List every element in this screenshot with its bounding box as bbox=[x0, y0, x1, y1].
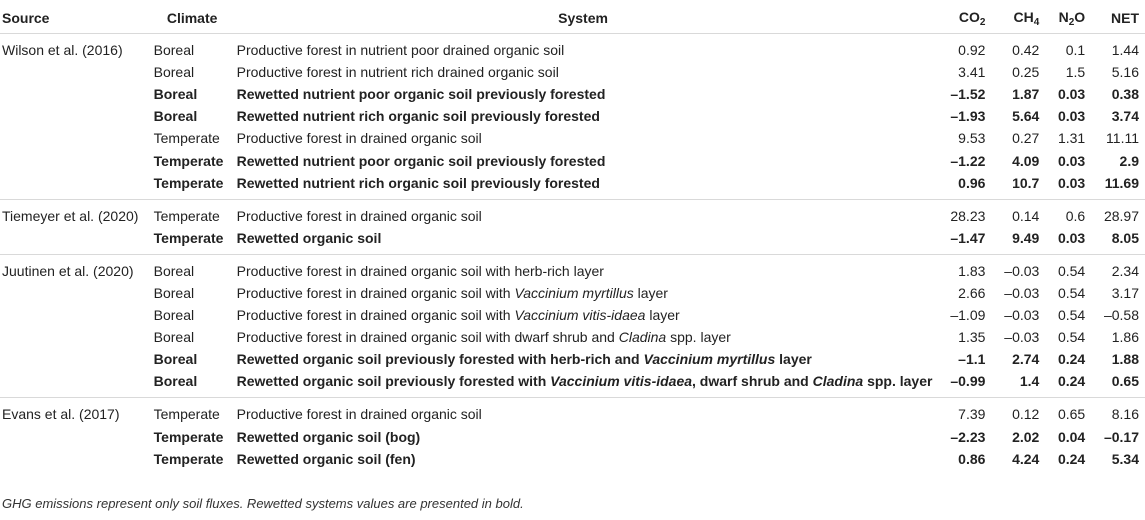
system-cell bbox=[234, 326, 933, 348]
system-text: Rewetted organic soil (fen) bbox=[236, 450, 416, 467]
species-name: Cladina bbox=[812, 373, 864, 390]
net-value: 0.38 bbox=[1111, 86, 1139, 103]
net-value: 28.97 bbox=[1103, 207, 1139, 224]
climate-cell: Temperate bbox=[153, 152, 224, 169]
ch4-value: 0.14 bbox=[1012, 207, 1040, 224]
source-cell bbox=[0, 326, 151, 348]
system-cell bbox=[234, 227, 933, 255]
header-n2o-tail: O bbox=[1074, 8, 1086, 25]
table-row bbox=[0, 83, 1145, 105]
n2o-value: 0.24 bbox=[1049, 370, 1095, 398]
ch4-value: 9.49 bbox=[997, 227, 1049, 255]
table-row bbox=[0, 370, 1145, 398]
system-text: Productive forest in drained organic soil bbox=[236, 406, 482, 423]
ch4-value: 0.27 bbox=[1012, 130, 1040, 147]
source-cell: Tiemeyer et al. (2020) bbox=[2, 207, 139, 224]
n2o-value: 0.54 bbox=[1057, 329, 1086, 346]
source-cell bbox=[0, 282, 151, 304]
header-source: Source bbox=[2, 10, 50, 26]
header-net: NET bbox=[1111, 10, 1139, 26]
climate-cell: Boreal bbox=[153, 42, 195, 59]
climate-cell: Temperate bbox=[153, 428, 224, 445]
co2-value: 0.92 bbox=[958, 42, 986, 59]
system-cell bbox=[234, 304, 933, 326]
system-cell bbox=[234, 105, 933, 127]
table-row bbox=[0, 448, 1145, 475]
climate-cell: Boreal bbox=[153, 307, 195, 324]
co2-value: 2.66 bbox=[958, 284, 986, 301]
source-cell: Evans et al. (2017) bbox=[2, 406, 120, 423]
ch4-value: 1.87 bbox=[1012, 86, 1040, 103]
system-text: Productive forest in drained organic soil with dwarf shrub and bbox=[236, 329, 619, 346]
header-system: System bbox=[558, 10, 608, 26]
system-text: Rewetted nutrient poor organic soil previously forested bbox=[236, 86, 606, 103]
n2o-value: 0.54 bbox=[1057, 284, 1086, 301]
source-cell bbox=[0, 348, 151, 370]
ch4-value: 2.02 bbox=[1012, 428, 1040, 445]
table-row bbox=[0, 127, 1145, 149]
ch4-value: 4.09 bbox=[1012, 152, 1040, 169]
source-cell: Juutinen et al. (2020) bbox=[2, 262, 134, 279]
climate-cell: Temperate bbox=[153, 406, 220, 423]
system-cell bbox=[234, 282, 933, 304]
n2o-value: 0.6 bbox=[1065, 207, 1086, 224]
table-row bbox=[0, 199, 1145, 227]
n2o-value: 0.54 bbox=[1057, 307, 1086, 324]
system-cell bbox=[234, 172, 933, 200]
system-cell bbox=[234, 254, 933, 282]
header-ch4 bbox=[997, 3, 1049, 34]
climate-cell: Temperate bbox=[151, 172, 234, 200]
climate-cell: Temperate bbox=[153, 207, 220, 224]
header-ch4-sub: 4 bbox=[1033, 16, 1040, 28]
species-name: Vaccinium vitis-idaea bbox=[514, 307, 646, 324]
table-footnote: GHG emissions represent only soil fluxes. Rewetted systems values are presented in bold. bbox=[2, 496, 524, 511]
co2-value: –1.1 bbox=[958, 351, 986, 368]
system-cell bbox=[234, 348, 933, 370]
system-text: Rewetted organic soil bbox=[236, 229, 382, 246]
header-row bbox=[0, 3, 1145, 34]
climate-cell: Boreal bbox=[153, 64, 195, 81]
table-body bbox=[0, 34, 1145, 475]
system-text: Rewetted nutrient rich organic soil previously forested bbox=[236, 174, 600, 191]
system-cell bbox=[234, 370, 933, 398]
co2-value: –1.22 bbox=[950, 152, 986, 169]
net-value: 5.34 bbox=[1111, 450, 1139, 467]
system-text: Rewetted organic soil (bog) bbox=[236, 428, 421, 445]
system-cell bbox=[234, 127, 933, 149]
species-name: Vaccinium myrtillus bbox=[643, 351, 776, 368]
co2-value: 1.35 bbox=[958, 329, 986, 346]
net-value: 8.16 bbox=[1111, 406, 1139, 423]
system-cell bbox=[234, 426, 933, 448]
system-text: Productive forest in drained organic soil bbox=[236, 207, 482, 224]
system-text: Productive forest in drained organic soil with bbox=[236, 284, 515, 301]
net-value: 2.34 bbox=[1111, 262, 1139, 279]
system-cell bbox=[234, 448, 933, 475]
table-row bbox=[0, 304, 1145, 326]
net-value: 11.69 bbox=[1095, 172, 1145, 200]
ch4-value: 10.7 bbox=[997, 172, 1049, 200]
system-cell bbox=[234, 199, 933, 227]
climate-cell: Boreal bbox=[153, 262, 195, 279]
table-row bbox=[0, 172, 1145, 200]
system-text: Productive forest in nutrient rich drained organic soil bbox=[236, 64, 559, 81]
co2-value: –1.09 bbox=[950, 307, 986, 324]
co2-value: 0.96 bbox=[932, 172, 997, 200]
source-cell bbox=[0, 61, 151, 83]
ch4-value: 1.4 bbox=[997, 370, 1049, 398]
net-value: –0.17 bbox=[1103, 428, 1139, 445]
source-cell bbox=[0, 304, 151, 326]
table-row bbox=[0, 105, 1145, 127]
net-value: 8.05 bbox=[1095, 227, 1145, 255]
table-row bbox=[0, 34, 1145, 62]
ch4-value: –0.03 bbox=[1004, 262, 1040, 279]
net-value: 2.9 bbox=[1119, 152, 1139, 169]
system-text: , dwarf shrub and bbox=[692, 373, 813, 390]
system-text: Productive forest in drained organic soil bbox=[236, 130, 482, 147]
header-n2o-base: N bbox=[1058, 8, 1069, 25]
system-text: Rewetted nutrient poor organic soil previously forested bbox=[236, 152, 606, 169]
system-text: Productive forest in drained organic soil with herb-rich layer bbox=[236, 262, 604, 279]
net-value: –0.58 bbox=[1103, 307, 1139, 324]
net-value: 0.65 bbox=[1095, 370, 1145, 398]
ch4-value: 2.74 bbox=[1012, 351, 1040, 368]
system-cell bbox=[234, 34, 933, 62]
climate-cell: Temperate bbox=[151, 227, 234, 255]
species-name: Cladina bbox=[618, 329, 667, 346]
n2o-value: 0.03 bbox=[1057, 86, 1086, 103]
co2-value: 9.53 bbox=[958, 130, 986, 147]
climate-cell: Boreal bbox=[153, 351, 198, 368]
net-value: 3.17 bbox=[1111, 284, 1139, 301]
net-value: 1.86 bbox=[1111, 329, 1139, 346]
climate-cell: Boreal bbox=[153, 284, 195, 301]
header-co2 bbox=[932, 3, 997, 34]
co2-value: –1.52 bbox=[950, 86, 986, 103]
system-text: Rewetted organic soil previously forested with herb-rich and bbox=[236, 351, 644, 368]
co2-value: –0.99 bbox=[932, 370, 997, 398]
n2o-value: 0.03 bbox=[1057, 152, 1086, 169]
emissions-table bbox=[0, 3, 1145, 475]
header-co2-sub: 2 bbox=[979, 16, 986, 28]
system-text: layer bbox=[633, 284, 668, 301]
n2o-value: 0.65 bbox=[1057, 406, 1086, 423]
table-row bbox=[0, 348, 1145, 370]
climate-cell: Temperate bbox=[153, 450, 224, 467]
system-text: Productive forest in drained organic soil with bbox=[236, 307, 515, 324]
system-cell bbox=[234, 149, 933, 171]
table-row bbox=[0, 227, 1145, 255]
system-text: Rewetted nutrient rich organic soil previously forested bbox=[236, 108, 600, 125]
system-text: spp. layer bbox=[666, 329, 731, 346]
header-n2o bbox=[1049, 3, 1095, 34]
source-cell bbox=[0, 105, 151, 127]
n2o-value: 0.04 bbox=[1057, 428, 1086, 445]
n2o-value: 1.5 bbox=[1065, 64, 1086, 81]
net-value: 1.44 bbox=[1111, 42, 1139, 59]
system-text: layer bbox=[645, 307, 680, 324]
system-cell bbox=[234, 398, 933, 426]
n2o-value: 0.03 bbox=[1057, 108, 1086, 125]
climate-cell: Boreal bbox=[153, 108, 198, 125]
species-name: Vaccinium vitis-idaea bbox=[550, 373, 693, 390]
ch4-value: –0.03 bbox=[1004, 284, 1040, 301]
system-cell bbox=[234, 83, 933, 105]
net-value: 1.88 bbox=[1111, 351, 1139, 368]
co2-value: 0.86 bbox=[958, 450, 986, 467]
ch4-value: 5.64 bbox=[1012, 108, 1040, 125]
source-cell bbox=[0, 83, 151, 105]
ch4-value: –0.03 bbox=[1004, 307, 1040, 324]
n2o-value: 0.24 bbox=[1057, 351, 1086, 368]
system-text: Productive forest in nutrient poor drained organic soil bbox=[236, 42, 565, 59]
system-text: spp. layer bbox=[863, 373, 933, 390]
co2-value: –2.23 bbox=[950, 428, 986, 445]
table-row bbox=[0, 326, 1145, 348]
n2o-value: 0.03 bbox=[1049, 172, 1095, 200]
table-header bbox=[0, 3, 1145, 34]
source-cell: Wilson et al. (2016) bbox=[2, 42, 123, 59]
co2-value: 28.23 bbox=[950, 207, 986, 224]
n2o-value: 0.54 bbox=[1057, 262, 1086, 279]
co2-value: –1.47 bbox=[932, 227, 997, 255]
source-cell bbox=[0, 149, 151, 171]
table-row bbox=[0, 254, 1145, 282]
table-row bbox=[0, 149, 1145, 171]
ch4-value: –0.03 bbox=[1004, 329, 1040, 346]
co2-value: 7.39 bbox=[958, 406, 986, 423]
n2o-value: 0.24 bbox=[1057, 450, 1086, 467]
header-n2o-sub: 2 bbox=[1068, 16, 1075, 28]
table-row bbox=[0, 282, 1145, 304]
net-value: 3.74 bbox=[1111, 108, 1139, 125]
source-cell bbox=[0, 448, 151, 475]
net-value: 11.11 bbox=[1106, 130, 1139, 147]
climate-cell: Temperate bbox=[153, 130, 220, 147]
system-cell bbox=[234, 61, 933, 83]
ch4-value: 0.25 bbox=[1012, 64, 1040, 81]
ch4-value: 0.12 bbox=[1012, 406, 1040, 423]
net-value: 5.16 bbox=[1111, 64, 1139, 81]
n2o-value: 0.03 bbox=[1049, 227, 1095, 255]
ch4-value: 4.24 bbox=[1012, 450, 1040, 467]
source-cell bbox=[0, 172, 151, 200]
table-row bbox=[0, 426, 1145, 448]
table-row bbox=[0, 398, 1145, 426]
n2o-value: 0.1 bbox=[1065, 42, 1086, 59]
species-name: Vaccinium myrtillus bbox=[514, 284, 634, 301]
source-cell bbox=[0, 227, 151, 255]
header-climate: Climate bbox=[166, 10, 218, 26]
source-cell bbox=[0, 127, 151, 149]
table-row bbox=[0, 61, 1145, 83]
n2o-value: 1.31 bbox=[1057, 130, 1086, 147]
header-co2-base: CO bbox=[958, 8, 980, 25]
system-text: layer bbox=[775, 351, 812, 368]
source-cell bbox=[0, 426, 151, 448]
source-cell bbox=[0, 370, 151, 398]
climate-cell: Boreal bbox=[153, 86, 198, 103]
co2-value: –1.93 bbox=[950, 108, 986, 125]
co2-value: 3.41 bbox=[958, 64, 986, 81]
system-text: Rewetted organic soil previously forested with bbox=[236, 373, 551, 390]
header-ch4-base: CH bbox=[1013, 8, 1034, 25]
ch4-value: 0.42 bbox=[1012, 42, 1040, 59]
climate-cell: Boreal bbox=[151, 370, 234, 398]
climate-cell: Boreal bbox=[153, 329, 195, 346]
co2-value: 1.83 bbox=[958, 262, 986, 279]
